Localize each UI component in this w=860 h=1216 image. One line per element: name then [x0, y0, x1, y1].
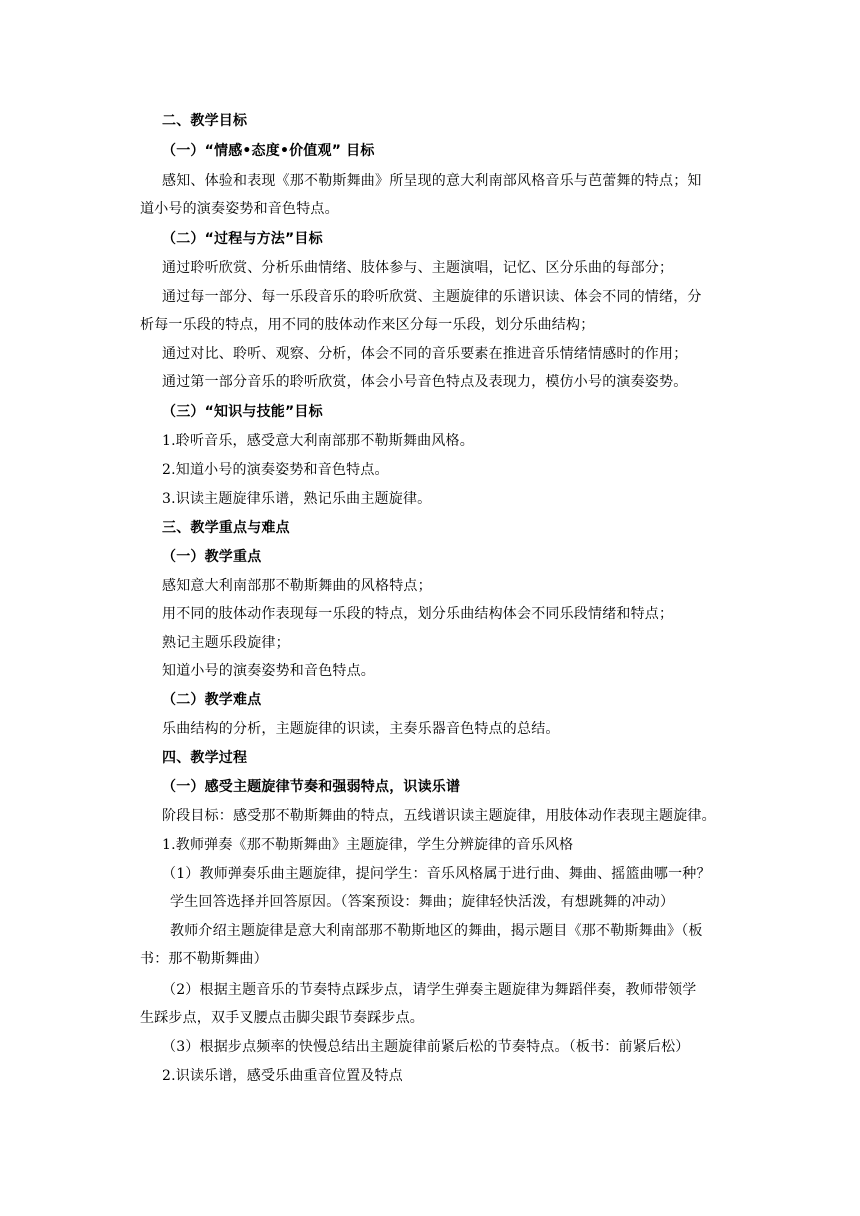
- paragraph-line: 道小号的演奏姿势和音色特点。: [140, 201, 339, 217]
- list-item: 3.识读主题旋律乐谱，熟记乐曲主题旋律。: [162, 491, 432, 507]
- paragraph-line: 阶段目标：感受那不勒斯舞曲的特点，五线谱识读主题旋律，用肢体动作表现主题旋律。: [162, 808, 716, 824]
- section-heading: 二、教学目标: [162, 113, 248, 129]
- paragraph-line: 书：那不勒斯舞曲）: [140, 951, 268, 967]
- subsection-heading: （一）教学重点: [162, 549, 262, 565]
- subsection-heading: （二）“过程与方法”目标: [162, 231, 323, 247]
- paragraph-line: 通过每一部分、每一乐段音乐的聆听欣赏、主题旋律的乐谱识读、体会不同的情绪，分: [162, 289, 702, 305]
- section-heading: 三、教学重点与难点: [162, 520, 290, 536]
- paragraph-line: （3）根据步点频率的快慢总结出主题旋律前紧后松的节奏特点。（板书：前紧后松）: [162, 1039, 690, 1055]
- section-heading: 四、教学过程: [162, 750, 248, 766]
- list-item: 2.识读乐谱，感受乐曲重音位置及特点: [162, 1068, 403, 1084]
- subsection-heading: （二）教学难点: [162, 692, 262, 708]
- paragraph-line: 乐曲结构的分析，主题旋律的识读，主奏乐器音色特点的总结。: [162, 721, 560, 737]
- paragraph-line: （1）教师弹奏乐曲主题旋律，提问学生：音乐风格属于进行曲、舞曲、摇篮曲哪一种？: [162, 866, 711, 882]
- paragraph-line: 生踩步点，双手叉腰点击脚尖跟节奏踩步点。: [140, 1010, 424, 1026]
- list-item: 1.聆听音乐，感受意大利南部那不勒斯舞曲风格。: [162, 433, 474, 449]
- paragraph-line: 通过聆听欣赏、分析乐曲情绪、肢体参与、主题演唱，记忆、区分乐曲的每部分；: [162, 260, 674, 276]
- paragraph-line: 知道小号的演奏姿势和音色特点。: [162, 663, 375, 679]
- paragraph-line: 学生回答选择并回答原因。（答案预设：舞曲；旋律轻快活泼，有想跳舞的冲动）: [170, 894, 675, 910]
- subsection-heading: （一）感受主题旋律节奏和强弱特点，识读乐谱: [162, 779, 461, 795]
- subsection-heading: （三）“知识与技能”目标: [162, 404, 323, 420]
- paragraph-line: 教师介绍主题旋律是意大利南部那不勒斯地区的舞曲，揭示题目《那不勒斯舞曲》（板: [170, 923, 703, 939]
- list-item: 2.知道小号的演奏姿势和音色特点。: [162, 462, 389, 478]
- list-item: 1.教师弹奏《那不勒斯舞曲》主题旋律，学生分辨旋律的音乐风格: [162, 837, 574, 853]
- paragraph-line: 感知、体验和表现《那不勒斯舞曲》所呈现的意大利南部风格音乐与芭蕾舞的特点；知: [162, 173, 702, 189]
- paragraph-line: 用不同的肢体动作表现每一乐段的特点，划分乐曲结构体会不同乐段情绪和特点；: [162, 606, 674, 622]
- paragraph-line: （2）根据主题音乐的节奏特点踩步点，请学生弹奏主题旋律为舞蹈伴奏，教师带领学: [162, 982, 697, 998]
- paragraph-line: 熟记主题乐段旋律；: [162, 635, 290, 651]
- paragraph-line: 感知意大利南部那不勒斯舞曲的风格特点；: [162, 578, 432, 594]
- paragraph-line: 析每一乐段的特点，用不同的肢体动作来区分每一乐段，划分乐曲结构；: [140, 317, 595, 333]
- paragraph-line: 通过第一部分音乐的聆听欣赏，体会小号音色特点及表现力，模仿小号的演奏姿势。: [162, 374, 688, 390]
- subsection-heading: （一）“情感•态度•价值观” 目标: [162, 143, 375, 159]
- paragraph-line: 通过对比、聆听、观察、分析，体会不同的音乐要素在推进音乐情绪情感时的作用；: [162, 346, 688, 362]
